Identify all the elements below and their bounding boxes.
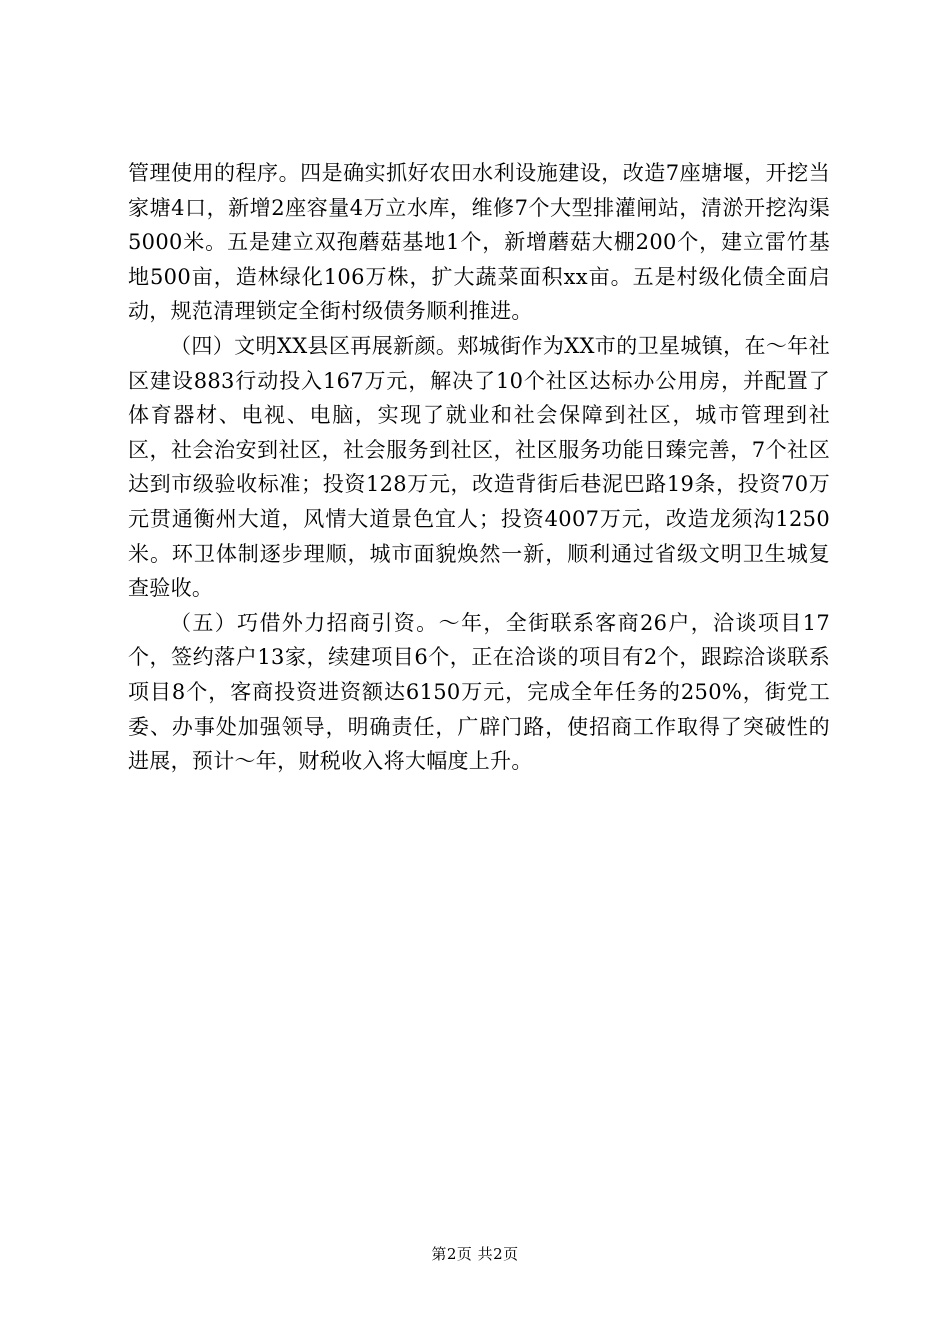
paragraph-section-four: （四）文明XX县区再展新颜。郏城街作为XX市的卫星城镇，在～年社区建设883行动投入167万元，解决了10个社区达标办公用房，并配置了体育器材、电视、电脑，实现了就业和社会保障到社区，城市管理到社区，社会治安到社区，社会服务到社区，社区服务功能日臻完善，7个社区达到市级验收标准；投资128万元，改造背街后巷泥巴路19条，投资70万元贯通衡州大道，风情大道景色宜人；投资4007万元，改造龙须沟1250米。环卫体制逐步理顺，城市面貌焕然一新，顺利通过省级文明卫生城复查验收。 [128, 333, 830, 601]
page-number: 第2页 共2页 [431, 1245, 519, 1263]
paragraph-continuation: 管理使用的程序。四是确实抓好农田水利设施建设，改造7座塘堰，开挖当家塘4口，新增2座容量4万立水库，维修7个大型排灌闸站，清淤开挖沟渠5000米。五是建立双孢蘑菇基地1个，新增蘑菇大棚200个，建立雷竹基地500亩，造林绿化106万株，扩大蔬菜面积xx亩。五是村级化债全面启动，规范清理锁定全街村级债务顺利推进。 [128, 161, 830, 324]
paragraph-section-five: （五）巧借外力招商引资。～年，全街联系客商26户，洽谈项目17个，签约落户13家，续建项目6个，正在洽谈的项目有2个，跟踪洽谈联系项目8个，客商投资进资额达6150万元，完成全年任务的250%，街党工委、办事处加强领导，明确责任，广辟门路，使招商工作取得了突破性的进展，预计～年，财税收入将大幅度上升。 [128, 610, 830, 774]
page-footer [0, 1244, 950, 1264]
document-body [128, 156, 830, 779]
